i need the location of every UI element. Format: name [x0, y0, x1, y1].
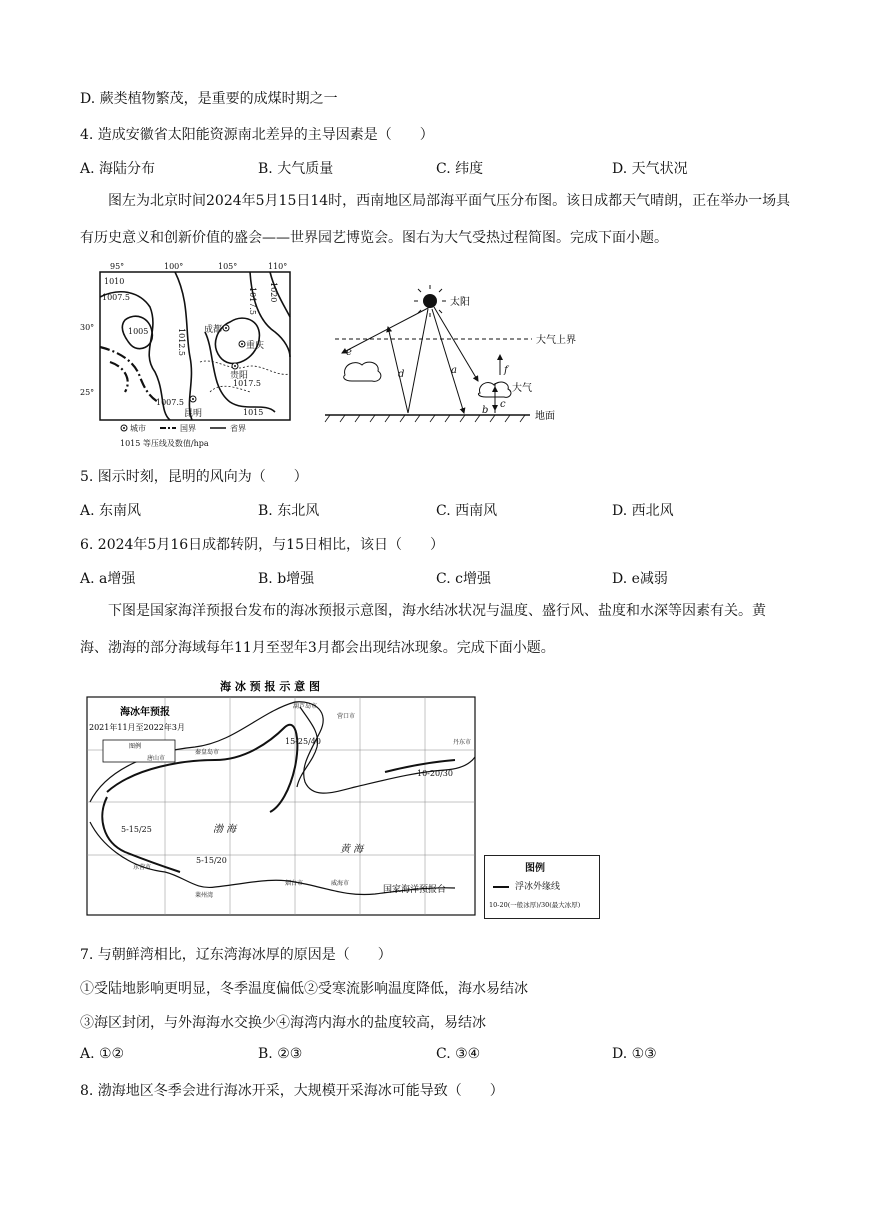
- q4-option-b: B. 大气质量: [258, 161, 334, 177]
- q4-stem: 4. 造成安徽省太阳能资源南北差异的主导因素是（ ）: [80, 127, 434, 143]
- q6-option-d: D. e减弱: [612, 571, 668, 587]
- q6-option-a: A. a增强: [80, 571, 136, 587]
- small-legend-title: 图例: [129, 743, 142, 750]
- arrow-label-f: f: [504, 365, 508, 376]
- q7-option-b: B. ②③: [258, 1046, 303, 1062]
- sun-icon: [423, 294, 437, 308]
- q6-stem: 6. 2024年5月16日成都转阴，与15日相比，该日（ ）: [80, 537, 444, 553]
- q7-option-d: D. ①③: [612, 1046, 657, 1062]
- legend-title: 图例: [525, 863, 545, 874]
- isobar-label: 1017.5: [248, 287, 257, 315]
- upper-atmosphere-label: 大气上界: [536, 335, 576, 346]
- passage-1: 图左为北京时间2024年5月15日14时，西南地区局部海平面气压分布图。该日成都天气晴朗，正在举办一场具有历史意义和创新价值的盛会——世界园艺博览会。图右为大气受热过程简图。完成下面小题。: [80, 193, 791, 246]
- ice-value: 10-20/30: [417, 769, 453, 778]
- legend-line-label: 浮冰外缘线: [515, 882, 561, 892]
- q4-option-a: A. 海陆分布: [80, 161, 156, 177]
- arrow-label-c: c: [500, 399, 506, 410]
- lon-label: 110°: [268, 262, 288, 271]
- ground-label: 地面: [535, 411, 555, 422]
- arrow-label-e: e: [346, 347, 352, 358]
- q7-option-a: A. ①②: [80, 1046, 125, 1062]
- map-title: 海 冰 预 报 示 意 图: [220, 680, 320, 693]
- ice-value: 15-25/40: [285, 737, 321, 746]
- lon-label: 100°: [164, 262, 184, 271]
- q8-stem: 8. 渤海地区冬季会进行海冰开采，大规模开采海冰可能导致（ ）: [80, 1083, 504, 1099]
- agency-label: 国家海洋预报台: [383, 885, 447, 895]
- arrow-label-b: b: [482, 405, 489, 416]
- legend-border: 国界: [180, 424, 196, 433]
- arrow-label-a: a: [451, 365, 457, 376]
- q6-option-c: C. c增强: [436, 571, 491, 587]
- legend-province: 省界: [230, 424, 246, 433]
- legend-line-sample: [493, 886, 509, 888]
- sun-label: 太阳: [450, 297, 470, 308]
- q5-option-c: C. 西南风: [436, 503, 498, 519]
- isobar-label: 1010: [104, 277, 125, 286]
- city-chengdu: 成都: [204, 325, 223, 335]
- lat-label: 30°: [80, 323, 95, 332]
- q4-option-d: D. 天气状况: [612, 161, 688, 177]
- atmosphere-label: 大气: [512, 383, 532, 394]
- legend-isobar: 1015 等压线及数值/hpa: [120, 439, 209, 448]
- q7-stem: 7. 与朝鲜湾相比，辽东湾海冰厚的原因是（ ）: [80, 947, 392, 963]
- sea-ice-map: [85, 672, 480, 920]
- lon-label: 105°: [218, 262, 238, 271]
- pressure-map: [80, 262, 305, 452]
- isobar-label: 1012.5: [177, 328, 186, 356]
- q5-option-a: A. 东南风: [80, 503, 142, 519]
- isobar-label: 1017.5: [233, 379, 261, 388]
- place-label: 威海市: [331, 880, 350, 887]
- place-label: 营口市: [337, 713, 356, 720]
- q7-option-c: C. ③④: [436, 1046, 481, 1062]
- heating-diagram: [320, 285, 595, 430]
- lat-label: 25°: [80, 388, 95, 397]
- ice-value: 5-15/20: [196, 856, 227, 865]
- q5-option-d: D. 西北风: [612, 503, 674, 519]
- q5-option-b: B. 东北风: [258, 503, 320, 519]
- place-label: 丹东市: [453, 739, 472, 746]
- ice-value: 5-15/25: [121, 825, 152, 834]
- sea-label-huanghai: 黄 海: [340, 844, 364, 855]
- sea-label-bohai: 渤 海: [213, 824, 237, 835]
- city-chongqing: 重庆: [246, 341, 265, 351]
- isobar-label: 1015: [243, 408, 264, 417]
- isobar-label: 1007.5: [102, 293, 130, 302]
- place-label: 秦皇岛市: [195, 749, 220, 756]
- forecast-period: 2021年11月至2022年3月: [89, 723, 185, 732]
- q7-statements-1: ①受陆地影响更明显，冬季温度偏低②受寒流影响温度降低，海水易结冰: [80, 981, 528, 997]
- arrow-label-d: d: [398, 369, 405, 380]
- place-label: 东营市: [133, 864, 152, 871]
- isobar-label: 1020: [269, 282, 278, 303]
- q3-option-d: D. 蕨类植物繁茂，是重要的成煤时期之一: [80, 91, 338, 107]
- isobar-label: 1007.5: [156, 398, 184, 407]
- place-label: 莱州湾: [195, 892, 214, 899]
- legend-note: 10-20(一般冰厚)/30(最大冰厚): [489, 901, 581, 909]
- city-kunming: 昆明: [184, 409, 203, 419]
- lon-label: 95°: [110, 262, 125, 271]
- place-label: 烟台市: [285, 880, 304, 887]
- city-guiyang: 贵阳: [230, 371, 249, 381]
- q7-statements-2: ③海区封闭，与外海海水交换少④海湾内海水的盐度较高，易结冰: [80, 1015, 486, 1031]
- legend-city: 城市: [130, 424, 146, 433]
- q5-stem: 5. 图示时刻，昆明的风向为（ ）: [80, 469, 308, 485]
- passage-2: 下图是国家海洋预报台发布的海冰预报示意图，海水结冰状况与温度、盛行风、盐度和水深等因素有关。黄海、渤海的部分海域每年11月至翌年3月都会出现结冰现象。完成下面小题。: [80, 603, 766, 656]
- place-label: 葫芦岛市: [293, 703, 318, 710]
- sea-ice-legend: [484, 855, 600, 919]
- q4-option-c: C. 纬度: [436, 161, 484, 177]
- legend-subtitle: 海冰年预报: [120, 707, 170, 718]
- place-label: 唐山市: [147, 755, 166, 762]
- isobar-label: 1005: [128, 327, 149, 336]
- q6-option-b: B. b增强: [258, 571, 315, 587]
